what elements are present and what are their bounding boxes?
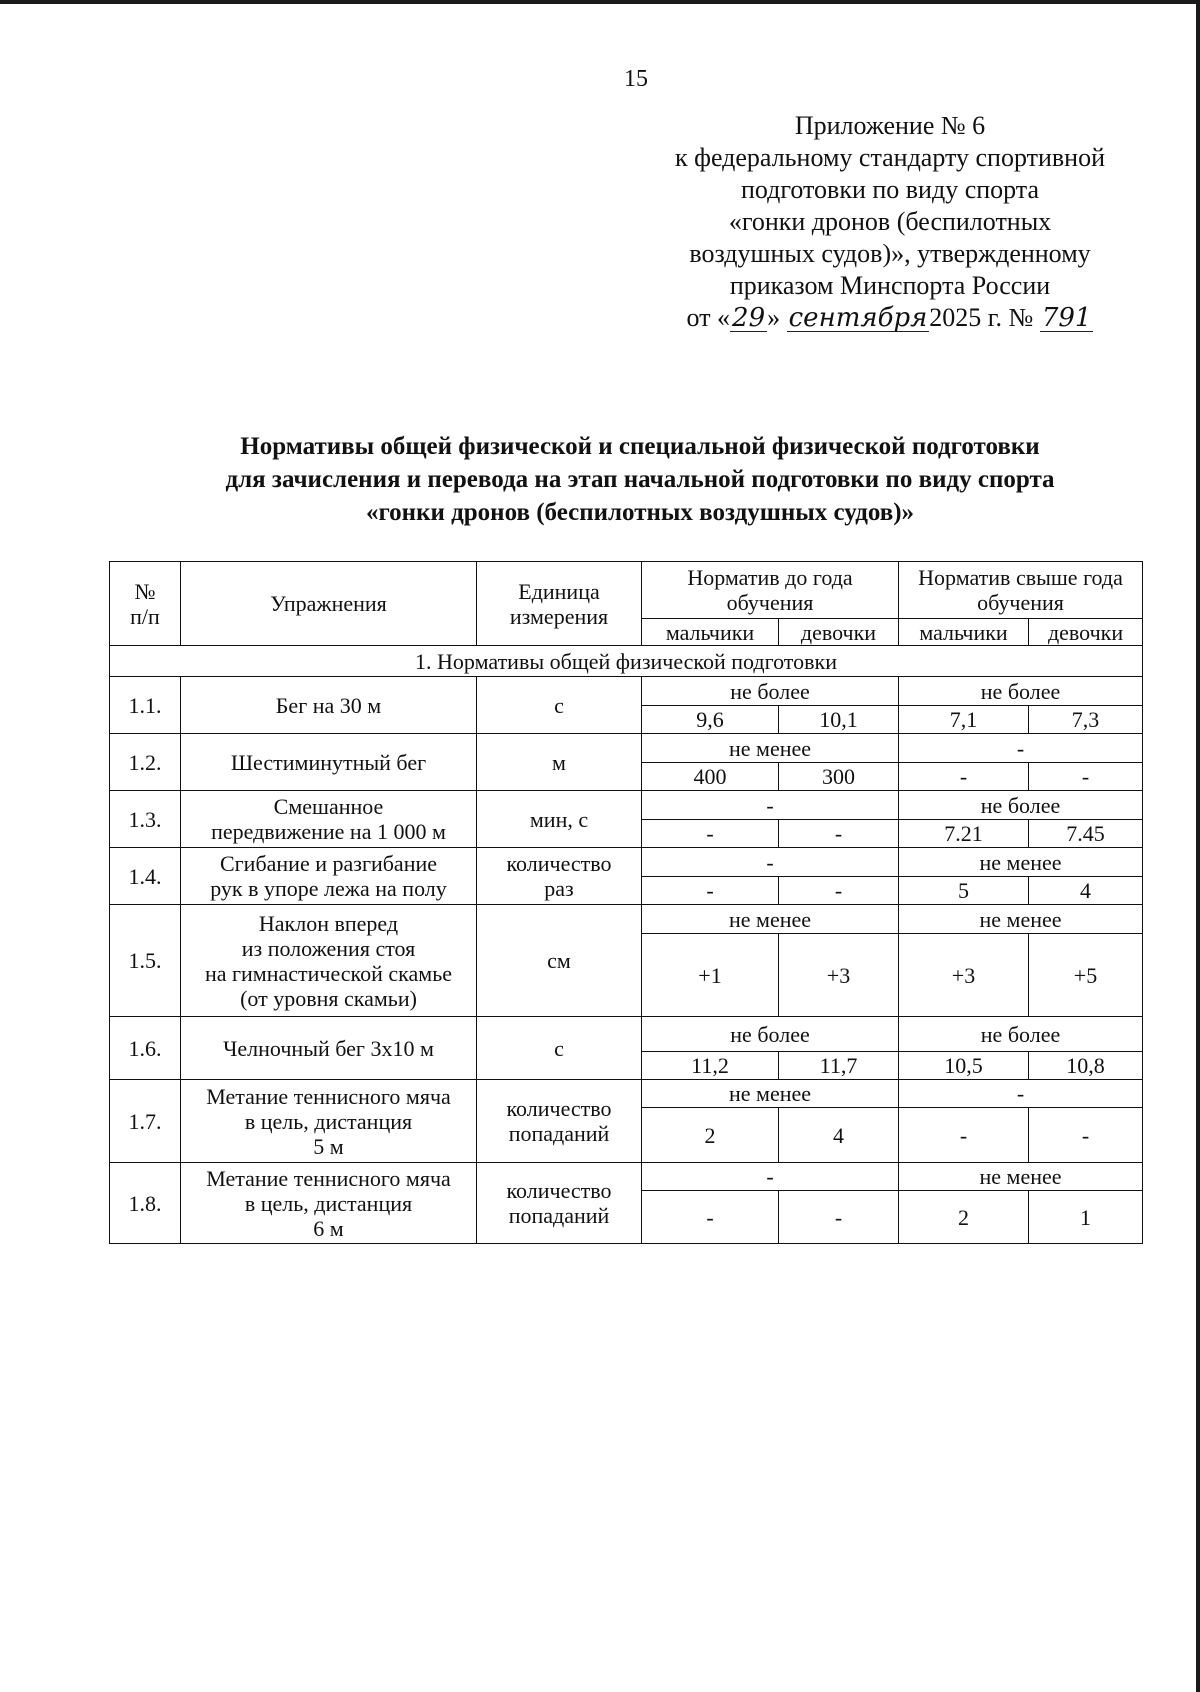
title-line: Нормативы общей физической и специальной физической подготовки — [240, 433, 1040, 460]
value-cell: 300 — [779, 763, 899, 791]
value-cell: 7,3 — [1029, 706, 1143, 734]
row-num: 1.7. — [110, 1080, 181, 1163]
header-boys: мальчики — [642, 619, 779, 646]
header-row — [110, 562, 1143, 619]
row-unit: с — [477, 677, 642, 734]
value-cell: 1 — [1029, 1191, 1143, 1244]
row-num: 1.2. — [110, 734, 181, 791]
date-month-handwritten: сентября — [788, 303, 928, 333]
value-cell: 4 — [1029, 877, 1143, 905]
table-row — [110, 1080, 1143, 1108]
appendix-line: Приложение № 6 — [794, 111, 986, 140]
scan-edge-right — [1196, 0, 1200, 1692]
value-cell: +3 — [899, 934, 1029, 1017]
value-cell: - — [779, 1191, 899, 1244]
order-number-handwritten: 791 — [1041, 303, 1092, 333]
row-exercise: Смешанное передвижение на 1 000 м — [181, 791, 477, 848]
row-unit: количество попаданий — [477, 1080, 642, 1163]
date-day-handwritten: 29 — [732, 303, 766, 333]
norm-type: - — [899, 1080, 1143, 1108]
date-quote-close: » — [767, 303, 781, 332]
value-cell: - — [779, 877, 899, 905]
norm-type: - — [642, 848, 899, 877]
appendix-line: «гонки дронов (беспилотных — [728, 207, 1052, 236]
value-cell: 5 — [899, 877, 1029, 905]
row-num: 1.4. — [110, 848, 181, 905]
value-cell: 400 — [642, 763, 779, 791]
value-cell: +3 — [779, 934, 899, 1017]
value-cell: 11,2 — [642, 1052, 779, 1080]
value-cell: - — [642, 877, 779, 905]
value-cell: - — [1029, 1108, 1143, 1163]
title-line: для зачисления и перевода на этап начальной подготовки по виду спорта — [225, 466, 1055, 493]
title-line: «гонки дронов (беспилотных воздушных судов)» — [365, 499, 915, 526]
value-cell: 11,7 — [779, 1052, 899, 1080]
value-cell: 10,1 — [779, 706, 899, 734]
norm-type: не менее — [642, 1080, 899, 1108]
section-title: 1. Нормативы общей физической подготовки — [110, 646, 1143, 677]
norm-type: не более — [899, 1017, 1143, 1052]
header-boys: мальчики — [899, 619, 1029, 646]
row-unit: см — [477, 905, 642, 1017]
norm-type: - — [642, 1163, 899, 1191]
section-row — [110, 646, 1143, 677]
norm-type: не более — [899, 677, 1143, 706]
value-cell: +5 — [1029, 934, 1143, 1017]
norm-type: не менее — [899, 848, 1143, 877]
header-unit: Единица измерения — [477, 562, 642, 646]
row-num: 1.6. — [110, 1017, 181, 1080]
header-num: № п/п — [110, 562, 181, 646]
value-cell: 10,8 — [1029, 1052, 1143, 1080]
table-row — [110, 677, 1143, 706]
value-cell: - — [779, 820, 899, 848]
value-cell: 7.21 — [899, 820, 1029, 848]
appendix-line: воздушных судов)», утвержденному — [689, 239, 1091, 268]
value-cell: 9,6 — [642, 706, 779, 734]
row-unit: мин, с — [477, 791, 642, 848]
norm-type: - — [642, 791, 899, 820]
table-row — [110, 1017, 1143, 1052]
header-group-beyond-year: Норматив свыше года обучения — [899, 562, 1143, 619]
value-cell: - — [899, 1108, 1029, 1163]
header-group-first-year: Норматив до года обучения — [642, 562, 899, 619]
norm-type: не более — [642, 1017, 899, 1052]
scan-edge-top — [0, 0, 1200, 4]
table-row — [110, 848, 1143, 877]
row-unit: с — [477, 1017, 642, 1080]
norm-type: не менее — [899, 1163, 1143, 1191]
row-unit: м — [477, 734, 642, 791]
row-num: 1.8. — [110, 1163, 181, 1244]
table-row — [110, 905, 1143, 934]
row-num: 1.5. — [110, 905, 181, 1017]
value-cell: +1 — [642, 934, 779, 1017]
norms-table — [109, 561, 1143, 1244]
value-cell: - — [899, 763, 1029, 791]
row-num: 1.3. — [110, 791, 181, 848]
value-cell: - — [642, 1191, 779, 1244]
row-exercise: Метание теннисного мяча в цель, дистанция 5 м — [181, 1080, 477, 1163]
date-prefix: от « — [686, 303, 731, 332]
table-row — [110, 734, 1143, 763]
row-exercise: Бег на 30 м — [181, 677, 477, 734]
norm-type: не менее — [899, 905, 1143, 934]
norm-type: не менее — [642, 734, 899, 763]
norm-type: - — [899, 734, 1143, 763]
row-exercise: Челночный бег 3х10 м — [181, 1017, 477, 1080]
value-cell: - — [1029, 763, 1143, 791]
row-unit: количество раз — [477, 848, 642, 905]
document-title — [110, 430, 1170, 529]
appendix-block — [640, 110, 1140, 334]
row-exercise: Сгибание и разгибание рук в упоре лежа на полу — [181, 848, 477, 905]
value-cell: 10,5 — [899, 1052, 1029, 1080]
norm-type: не менее — [642, 905, 899, 934]
appendix-line: к федеральному стандарту спортивной — [674, 143, 1106, 172]
value-cell: 7,1 — [899, 706, 1029, 734]
header-girls: девочки — [1029, 619, 1143, 646]
value-cell: 4 — [779, 1108, 899, 1163]
row-exercise: Шестиминутный бег — [181, 734, 477, 791]
norm-type: не более — [642, 677, 899, 706]
row-num: 1.1. — [110, 677, 181, 734]
date-year: 2025 г. № — [929, 303, 1034, 332]
appendix-date-line — [640, 302, 1140, 334]
table-row — [110, 791, 1143, 820]
value-cell: 7.45 — [1029, 820, 1143, 848]
table-row — [110, 1163, 1143, 1191]
row-unit: количество попаданий — [477, 1163, 642, 1244]
value-cell: 2 — [642, 1108, 779, 1163]
header-exercise: Упражнения — [181, 562, 477, 646]
appendix-line: подготовки по виду спорта — [740, 175, 1040, 204]
norm-type: не более — [899, 791, 1143, 820]
value-cell: 2 — [899, 1191, 1029, 1244]
row-exercise: Наклон вперед из положения стоя на гимнастической скамье (от уровня скамьи) — [181, 905, 477, 1017]
header-girls: девочки — [779, 619, 899, 646]
appendix-line: приказом Минспорта России — [729, 271, 1051, 300]
row-exercise: Метание теннисного мяча в цель, дистанция 6 м — [181, 1163, 477, 1244]
value-cell: - — [642, 820, 779, 848]
page-number: 15 — [624, 66, 648, 92]
